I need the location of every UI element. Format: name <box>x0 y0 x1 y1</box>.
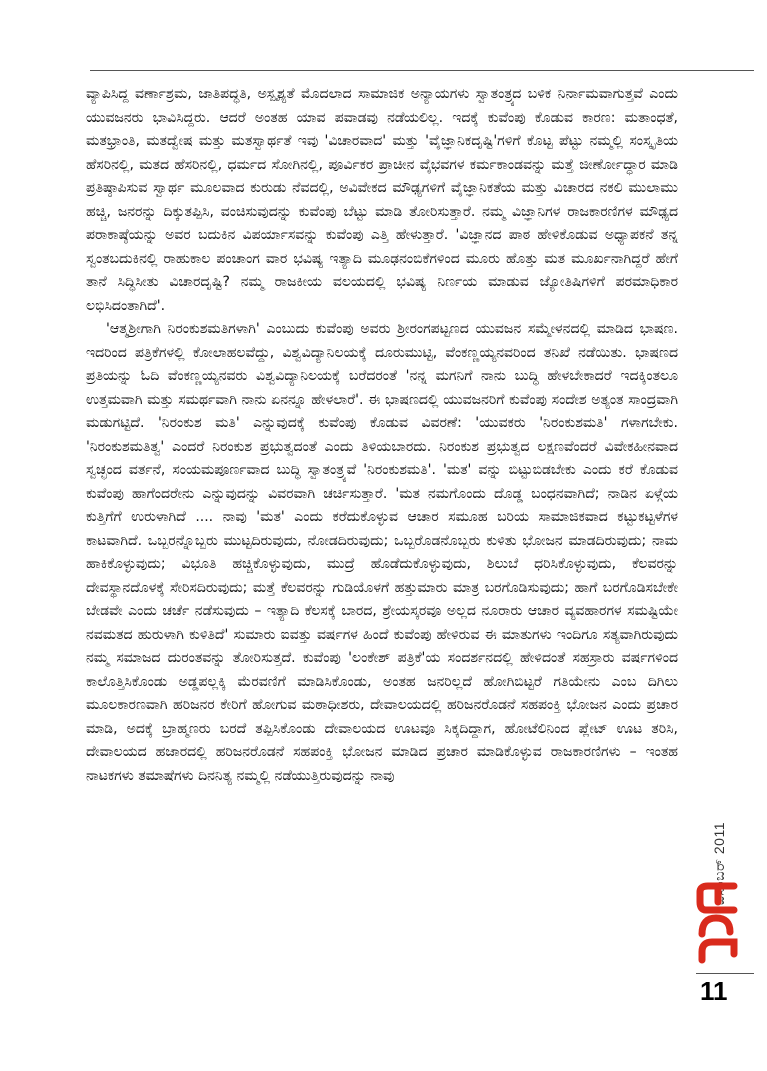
article-body <box>86 83 678 1013</box>
article-paragraph: 'ಆತ್ಮಶ್ರೀಗಾಗಿ ನಿರಂಕುಶಮತಿಗಳಾಗಿ' ಎಂಬುದು ಕುವೆಂಪು ಅವರು ಶ್ರೀರಂಗಪಟ್ಟಣದ ಯುವಜನ ಸಮ್ಮೇಳನದಲ್ಲಿ ಮಾಡಿದ ಭಾಷಣ. ಇದರಿಂದ ಪತ್ರಿಕೆಗಳಲ್ಲಿ ಕೋಲಾಹಲವೆದ್ದು, ವಿಶ್ವವಿದ್ಯಾನಿಲಯಕ್ಕೆ ದೂರುಮುಟ್ಟಿ, ವೆಂಕಣ್ಣಯ್ಯನವರಿಂದ ತನಿಖೆ ನಡೆಯಿತು. ಭಾಷಣದ ಪ್ರತಿಯನ್ನು ಓದಿ ವೆಂಕಣ್ಣಯ್ಯನವರು ವಿಶ್ವವಿದ್ಯಾನಿಲಯಕ್ಕೆ ಬರೆದರಂತೆ 'ನನ್ನ ಮಗನಿಗೆ ನಾನು ಬುದ್ಧಿ ಹೇಳಬೇಕಾದರೆ ಇದಕ್ಕಿಂತಲೂ ಉತ್ತಮವಾಗಿ ಮತ್ತು ಸಮರ್ಥವಾಗಿ ನಾನು ಏನನ್ನೂ ಹೇಳಲಾರೆ'. ಈ ಭಾಷಣದಲ್ಲಿ ಯುವಜನರಿಗೆ ಕುವೆಂಪು ಸಂದೇಶ ಅತ್ಯಂತ ಸಾಂದ್ರವಾಗಿ ಮಡುಗಟ್ಟಿದೆ. 'ನಿರಂಕುಶ ಮತಿ' ಎನ್ನುವುದಕ್ಕೆ ಕುವೆಂಪು ಕೊಡುವ ವಿವರಣೆ: 'ಯುವಕರು 'ನಿರಂಕುಶಮತಿ' ಗಳಾಗಬೇಕು. 'ನಿರಂಕುಶಮತಿತ್ವ' ಎಂದರೆ ನಿರಂಕುಶ ಪ್ರಭುತ್ವದಂತೆ ಎಂದು ತಿಳಿಯಬಾರದು. ನಿರಂಕುಶ ಪ್ರಭುತ್ವದ ಲಕ್ಷಣವೆಂದರೆ ವಿವೇಕಹೀನವಾದ ಸ್ವಚ್ಛಂದ ವರ್ತನೆ, ಸಂಯಮಪೂರ್ಣವಾದ ಬುದ್ಧಿ ಸ್ವಾತಂತ್ರ್ಯವೆ 'ನಿರಂಕುಶಮತಿ'. 'ಮತ' ವನ್ನು ಬಿಟ್ಟುಬಿಡಬೇಕು ಎಂದು ಕರೆ ಕೊಡುವ ಕುವೆಂಪು ಹಾಗೆಂದರೇನು ಎನ್ನುವುದನ್ನು ವಿವರವಾಗಿ ಚರ್ಚಿಸುತ್ತಾರೆ. 'ಮತ ನಮಗೊಂದು ದೊಡ್ಡ ಬಂಧನವಾಗಿದೆ; ನಾಡಿನ ಏಳ್ಗೆಯ ಕುತ್ತಿಗೆಗೆ ಉರುಳಾಗಿದೆ .... ನಾವು 'ಮತ' ಎಂದು ಕರೆದುಕೊಳ್ಳುವ ಆಚಾರ ಸಮೂಹ ಬರಿಯ ಸಾಮಾಜಿಕವಾದ ಕಟ್ಟುಕಟ್ಟಳೆಗಳ ಕಾಟವಾಗಿದೆ. ಒಬ್ಬರನ್ನೊಬ್ಬರು ಮುಟ್ಟದಿರುವುದು, ನೋಡದಿರುವುದು; ಒಬ್ಬರೊಡನೊಬ್ಬರು ಕುಳಿತು ಭೋಜನ ಮಾಡದಿರುವುದು; ನಾಮ ಹಾಕಿಕೊಳ್ಳುವುದು; ವಿಭೂತಿ ಹಚ್ಚಿಕೊಳ್ಳುವುದು, ಮುದ್ರೆ ಹೊಡೆದುಕೊಳ್ಳುವುದು, ಶಿಲುಬೆ ಧರಿಸಿಕೊಳ್ಳುವುದು, ಕೆಲವರನ್ನು ದೇವಸ್ಥಾನದೊಳಕ್ಕೆ ಸೇರಿಸದಿರುವುದು; ಮತ್ತೆ ಕೆಲವರನ್ನು ಗುಡಿಯೊಳಗೆ ಹತ್ತುಮಾರು ಮಾತ್ರ ಬರಗೊಡಿಸುವುದು; ಹಾಗೆ ಬರಗೊಡಿಸಬೇಕೇ ಬೇಡವೇ ಎಂದು ಚರ್ಚೆ ನಡೆಸುವುದು – ಇತ್ಯಾದಿ ಕೆಲಸಕ್ಕೆ ಬಾರದ, ಶ್ರೇಯಸ್ಕರವೂ ಅಲ್ಲದ ನೂರಾರು ಆಚಾರ ವ್ಯವಹಾರಗಳ ಸಮಷ್ಟಿಯೇ ನವಮತದ ಹುರುಳಾಗಿ ಕುಳಿತಿದೆ' ಸುಮಾರು ಐವತ್ತು ವರ್ಷಗಳ ಹಿಂದೆ ಕುವೆಂಪು ಹೇಳಿರುವ ಈ ಮಾತುಗಳು ಇಂದಿಗೂ ಸತ್ಯವಾಗಿರುವುದು ನಮ್ಮ ಸಮಾಜದ ದುರಂತವನ್ನು ತೋರಿಸುತ್ತದೆ. ಕುವೆಂಪು 'ಲಂಕೇಶ್ ಪತ್ರಿಕೆ'ಯ ಸಂದರ್ಶನದಲ್ಲಿ ಹೇಳಿದಂತೆ ಸಹಸ್ರಾರು ವರ್ಷಗಳಿಂದ ಕಾಲೊತ್ತಿಸಿಕೊಂಡು ಅಡ್ಡಪಲ್ಲಕ್ಕಿ ಮೆರವಣಿಗೆ ಮಾಡಿಸಿಕೊಂಡು, ಅಂತಹ ಜನರಿಲ್ಲದೆ ಹೋಗಿಬಿಟ್ಟರೆ ಗತಿಯೇನು ಎಂಬ ದಿಗಿಲು ಮೂಲಕಾರಣವಾಗಿ ಹರಿಜನರ ಕೇರಿಗೆ ಹೋಗುವ ಮಠಾಧೀಶರು, ದೇವಾಲಯದಲ್ಲಿ ಹರಿಜನರೊಡನೆ ಸಹಪಂಕ್ತಿ ಭೋಜನ ಎಂದು ಪ್ರಚಾರ ಮಾಡಿ, ಅದಕ್ಕೆ ಬ್ರಾಹ್ಮಣರು ಬರದೆ ತಪ್ಪಿಸಿಕೊಂಡು ದೇವಾಲಯದ ಊಟವೂ ಸಿಕ್ಕದಿದ್ದಾಗ, ಹೋಟೆಲಿನಿಂದ ಪ್ಲೇಟ್ ಊಟ ತರಿಸಿ, ದೇವಾಲಯದ ಹಜಾರದಲ್ಲಿ ಹರಿಜನರೊಡನೆ ಸಹಪಂಕ್ತಿ ಭೋಜನ ಮಾಡಿದ ಪ್ರಚಾರ ಮಾಡಿಕೊಳ್ಳುವ ರಾಜಕಾರಣಿಗಳು – ಇಂತಹ ನಾಟಕಗಳು ತಮಾಷೆಗಳು ದಿನನಿತ್ಯ ನಮ್ಮಲ್ಲಿ ನಡೆಯುತ್ತಿರುವುದನ್ನು ನಾವು <box>86 321 678 784</box>
side-rule <box>696 973 754 974</box>
top-rule <box>90 70 754 71</box>
article-paragraph: ವ್ಯಾಪಿಸಿದ್ದ ವರ್ಣಾಶ್ರಮ, ಜಾತಿಪದ್ಧತಿ, ಅಸ್ಪೃಶ್ಯತೆ ಮೊದಲಾದ ಸಾಮಾಜಿಕ ಅನ್ಯಾಯಗಳು ಸ್ವಾತಂತ್ರ್ಯದ ಬಳಿಕ ನಿರ್ನಾಮವಾಗುತ್ತವೆ ಎಂದು ಯುವಜನರು ಭಾವಿಸಿದ್ದರು. ಆದರೆ ಅಂತಹ ಯಾವ ಪವಾಡವು ನಡೆಯಲಿಲ್ಲ. ಇದಕ್ಕೆ ಕುವೆಂಪು ಕೊಡುವ ಕಾರಣ: ಮತಾಂಧತೆ, ಮತಭ್ರಾಂತಿ, ಮತದ್ವೇಷ ಮತ್ತು ಮತಸ್ವಾರ್ಥತೆ ಇವು 'ವಿಚಾರವಾದ' ಮತ್ತು 'ವೈಜ್ಞಾನಿಕದೃಷ್ಟಿ'ಗಳಿಗೆ ಕೊಟ್ಟ ಪೆಟ್ಟು ನಮ್ಮಲ್ಲಿ ಸಂಸ್ಕೃತಿಯ ಹೆಸರಿನಲ್ಲಿ, ಮತದ ಹೆಸರಿನಲ್ಲಿ, ಧರ್ಮದ ಸೋಗಿನಲ್ಲಿ, ಪೂರ್ವಿಕರ ಪ್ರಾಚೀನ ವೈಭವಗಳ ಕರ್ಮಕಾಂಡವನ್ನು ಮತ್ತೆ ಜೀರ್ಣೋದ್ಧಾರ ಮಾಡಿ ಪ್ರತಿಷ್ಠಾಪಿಸುವ ಸ್ವಾರ್ಥ ಮೂಲವಾದ ಕುರುಡು ನೆವದಲ್ಲಿ, ಅವಿವೇಕದ ಮೌಢ್ಯಗಳಿಗೆ ವೈಜ್ಞಾನಿಕತೆಯ ಮತ್ತು ವಿಚಾರದ ನಕಲಿ ಮುಲಾಮು ಹಚ್ಚಿ, ಜನರನ್ನು ದಿಕ್ಕುತಪ್ಪಿಸಿ, ವಂಚಿಸುವುದನ್ನು ಕುವೆಂಪು ಬೆಟ್ಟು ಮಾಡಿ ತೋರಿಸುತ್ತಾರೆ. ನಮ್ಮ ವಿಜ್ಞಾನಿಗಳ ರಾಜಕಾರಣಿಗಳ ಮೌಢ್ಯದ ಪರಾಕಾಷ್ಠೆಯನ್ನು ಅವರ ಬದುಕಿನ ವಿಪರ್ಯಾಸವನ್ನು ಕುವೆಂಪು ಎತ್ತಿ ಹೇಳುತ್ತಾರೆ. 'ವಿಜ್ಞಾನದ ಪಾಠ ಹೇಳಿಕೊಡುವ ಅಧ್ಯಾಪಕನೆ ತನ್ನ ಸ್ವಂತಬದುಕಿನಲ್ಲಿ ರಾಹುಕಾಲ ಪಂಚಾಂಗ ವಾರ ಭವಿಷ್ಯ ಇತ್ಯಾದಿ ಮೂಢನಂಬಿಕೆಗಳಿಂದ ಮೂರು ಹೊತ್ತು ಮತ ಮೂರ್ಖನಾಗಿದ್ದರೆ ಹೇಗೆ ತಾನೆ ಸಿದ್ಧಿಸೀತು ವಿಚಾರದೃಷ್ಟಿ? ನಮ್ಮ ರಾಜಕೀಯ ವಲಯದಲ್ಲಿ ಭವಿಷ್ಯ ನಿರ್ಣಯ ಮಾಡುವ ಜ್ಯೋತಿಷಿಗಳಿಗೆ ಪರಮಾಧಿಕಾರ ಲಭಿಸಿದಂತಾಗಿದೆ'. <box>86 86 678 314</box>
mayura-logo <box>696 882 740 966</box>
issue-date: ಡಿಸೆಂಬರ್ 2011 <box>711 822 727 905</box>
page-number: 11 <box>700 976 728 1006</box>
